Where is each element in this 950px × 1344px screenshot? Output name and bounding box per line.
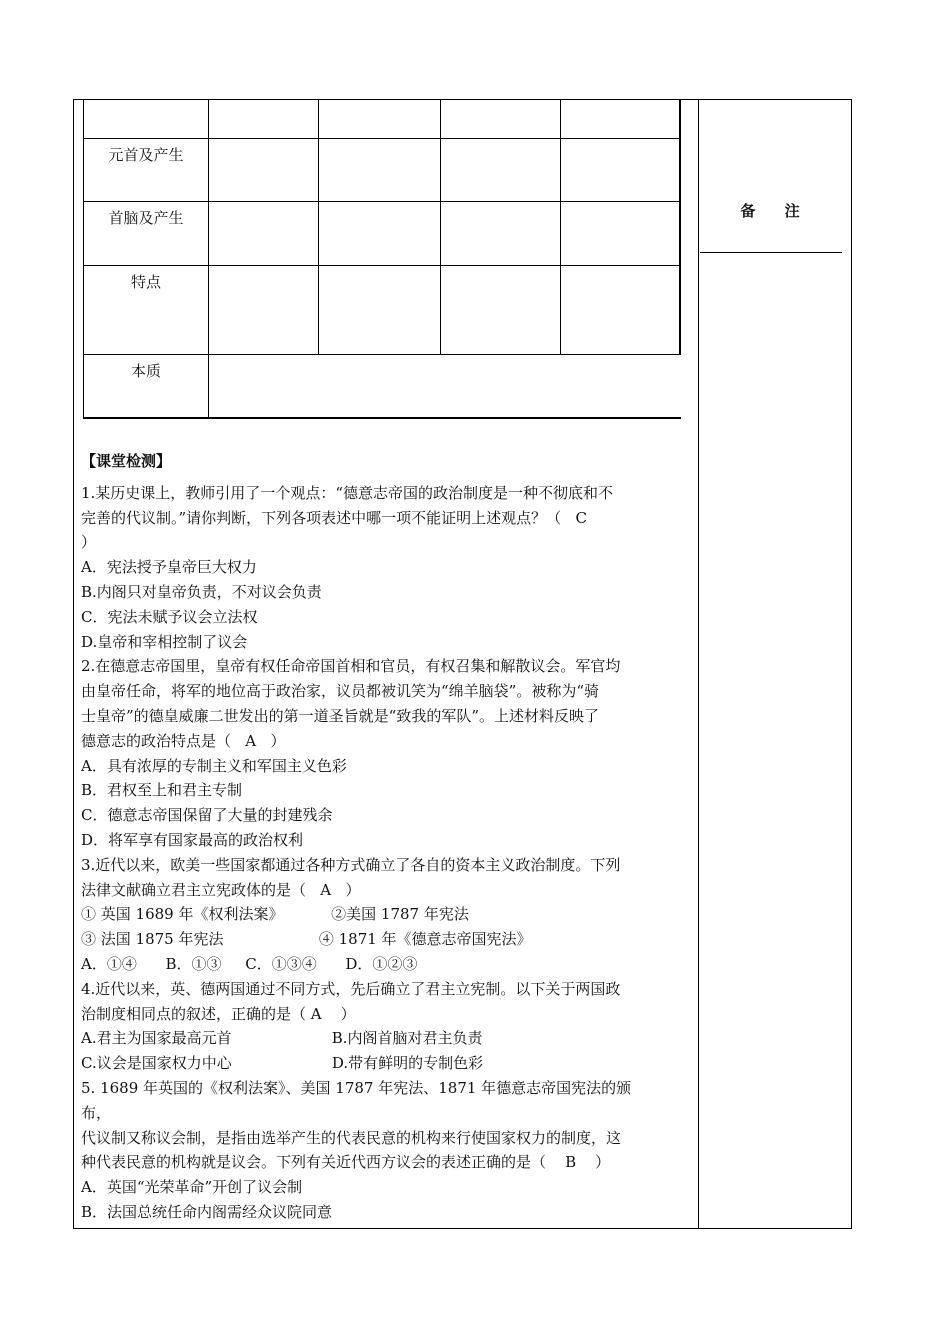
quiz-section [81,449,691,1225]
notes-underline [700,252,842,253]
table-row-label: 特点 [130,273,161,291]
quiz-line: ③ 法国 1875 年宪法 ④ 1871 年《德意志帝国宪法》 [81,930,532,949]
quiz-line: 布， [81,1103,112,1122]
quiz-line: ） [81,533,97,552]
quiz-line: 1.某历史课上，教师引用了一个观点：“德意志帝国的政治制度是一种不彻底和不 [81,483,613,502]
quiz-line: 士皇帝”的德皇威廉二世发出的第一道圣旨就是“致我的军队”。上述材料反映了 [81,706,600,725]
quiz-line: 2.在德意志帝国里，皇帝有权任命帝国首相和官员，有权召集和解散议会。军官均 [81,657,621,676]
section-title: 【课堂检测】 [81,452,172,470]
quiz-line: A．英国“光荣革命”开创了议会制 [81,1178,303,1197]
quiz-line: A．宪法授予皇帝巨大权力 [81,558,257,577]
notes-heading: 备 注 [740,202,812,220]
quiz-line: B．法国总统任命内阁需经众议院同意 [81,1202,333,1221]
quiz-line: B．君权至上和君主专制 [81,781,243,800]
quiz-line: 4.近代以来，英、德两国通过不同方式，先后确立了君主立宪制。以下关于两国政 [81,979,621,998]
quiz-line: A.君主为国家最高元首 B.内阁首脑对君主负责 [81,1029,483,1048]
quiz-line: C．宪法未赋予议会立法权 [81,607,258,626]
notes-column-divider [698,99,699,1229]
quiz-line: C.议会是国家权力中心 D.带有鲜明的专制色彩 [81,1054,484,1073]
quiz-line: D.皇帝和宰相控制了议会 [81,632,248,651]
quiz-line: 种代表民意的机构就是议会。下列有关近代西方议会的表述正确的是（ B ） [81,1153,611,1172]
quiz-line: 由皇帝任命，将军的地位高于政治家，议员都被讥笑为“绵羊脑袋”。被称为“骑 [81,682,600,701]
quiz-line: A．①④ B．①③ C．①③④ D．①②③ [81,954,418,973]
quiz-line: 法律文献确立君主立宪政体的是（ A ） [81,880,361,899]
quiz-line: 代议制又称议会制，是指由选举产生的代表民意的机构来行使国家权力的制度，这 [81,1128,622,1147]
quiz-line: A．具有浓厚的专制主义和军国主义色彩 [81,756,347,775]
quiz-line: 3.近代以来，欧美一些国家都通过各种方式确立了各自的资本主义政治制度。下列 [81,855,621,874]
quiz-line: 完善的代议制。”请你判断，下列各项表述中哪一项不能证明上述观点？（ C [81,508,587,527]
quiz-line: C．德意志帝国保留了大量的封建残余 [81,806,333,825]
quiz-line: 5. 1689 年英国的《权利法案》、美国 1787 年宪法、1871 年德意志帝国宪法的颁 [81,1078,632,1097]
quiz-line: 治制度相同点的叙述，正确的是（ A ） [81,1004,356,1023]
quiz-lines [81,481,691,1225]
table-row-label: 首脑及产生 [108,209,184,227]
quiz-line: 德意志的政治特点是（ A ） [81,731,286,750]
quiz-line: D．将军享有国家最高的政治权利 [81,830,304,849]
table-row-label: 元首及产生 [108,146,184,164]
table-row-label: 本质 [130,362,161,380]
quiz-line: ① 英国 1689 年《权利法案》 ②美国 1787 年宪法 [81,905,469,924]
quiz-line: B.内阁只对皇帝负责，不对议会负责 [81,582,322,601]
